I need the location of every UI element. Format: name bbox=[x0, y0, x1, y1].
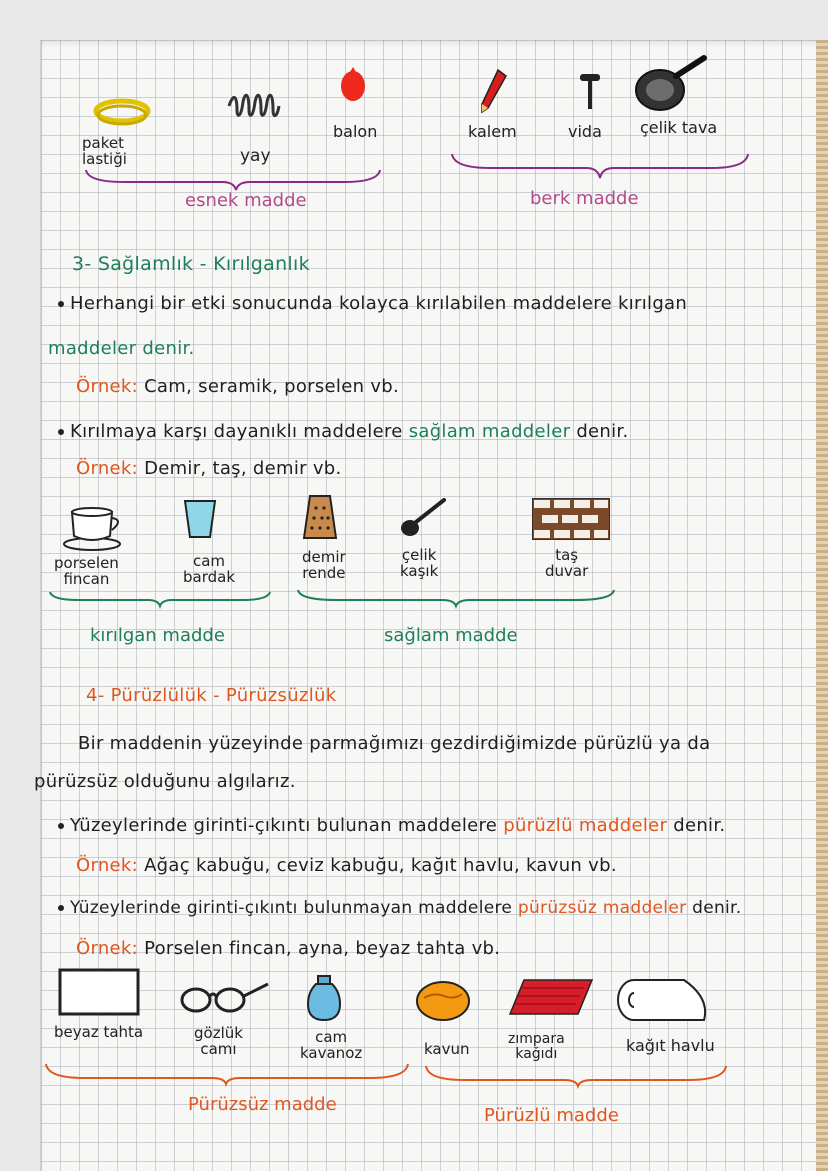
s4-example2-label: Örnek: bbox=[76, 938, 139, 959]
section4-title: 4- Pürüzlülük - Pürüzsüzlük bbox=[86, 685, 337, 706]
s3-bullet2-highlight: sağlam maddeler bbox=[408, 421, 571, 442]
jar-icon bbox=[306, 974, 342, 1022]
paper-towel-icon bbox=[614, 976, 712, 1024]
label-celik-tava: çelik tava bbox=[640, 118, 718, 137]
screw-icon bbox=[578, 72, 602, 114]
label-porselen-line1: porselen bbox=[54, 554, 119, 572]
brace-saglam bbox=[296, 588, 616, 608]
brace-kirilgan bbox=[48, 590, 272, 608]
s3-example2-text: Demir, taş, demir vb. bbox=[144, 458, 342, 479]
s3-bullet2-end: denir. bbox=[576, 421, 629, 442]
label-paket-line1: paket bbox=[82, 134, 124, 152]
label-demir-line1: demir bbox=[302, 548, 346, 566]
label-celik-kasik bbox=[400, 548, 438, 580]
whiteboard-icon bbox=[58, 968, 140, 1016]
s4-bullet2-highlight: pürüzsüz maddeler bbox=[517, 898, 687, 918]
bullet-dot bbox=[58, 429, 64, 435]
frying-pan-icon bbox=[632, 54, 708, 114]
label-kavanoz-line1: cam bbox=[315, 1028, 348, 1046]
label-cam-line2: bardak bbox=[183, 567, 236, 586]
spoon-icon bbox=[398, 496, 448, 540]
label-saglam-madde: sağlam madde bbox=[384, 625, 518, 646]
s4-bullet1-highlight: pürüzlü maddeler bbox=[503, 815, 668, 836]
s3-bullet2 bbox=[58, 421, 629, 442]
label-paket-line2: lastiği bbox=[82, 149, 127, 168]
label-kagit-havlu: kağıt havlu bbox=[626, 1036, 715, 1055]
s3-example1 bbox=[76, 376, 399, 397]
brick-wall-icon bbox=[532, 498, 610, 540]
brace-puruzsuz bbox=[44, 1062, 412, 1086]
s3-bullet1-text: Herhangi bir etki sonucunda kolayca kırılabilen maddelere kırılgan bbox=[70, 293, 688, 314]
glasses-icon bbox=[178, 980, 270, 1016]
s4-intro-line2: pürüzsüz olduğunu algılarız. bbox=[34, 771, 296, 792]
s4-intro-line1: Bir maddenin yüzeyinde parmağımızı gezdirdiğimizde pürüzlü ya da bbox=[78, 733, 711, 754]
s3-example1-label: Örnek: bbox=[76, 376, 139, 397]
label-cam-bardak bbox=[183, 554, 235, 586]
label-zimpara-line2: kağıdı bbox=[515, 1045, 558, 1062]
melon-icon bbox=[414, 980, 472, 1022]
label-kavanoz-line2: kavanoz bbox=[300, 1043, 363, 1062]
label-esnek-madde: esnek madde bbox=[185, 190, 307, 211]
label-cam-line1: cam bbox=[192, 552, 226, 570]
spring-icon bbox=[225, 88, 283, 124]
label-demir-line2: rende bbox=[302, 563, 346, 582]
label-kalem: kalem bbox=[468, 122, 517, 141]
brace-puruzlu bbox=[424, 1064, 730, 1088]
label-puruzlu-madde: Pürüzlü madde bbox=[484, 1105, 619, 1126]
label-gozluk-cami bbox=[194, 1026, 243, 1058]
grater-icon bbox=[302, 494, 338, 540]
s4-example1-text: Ağaç kabuğu, ceviz kabuğu, kağıt havlu, kavun vb. bbox=[144, 855, 617, 876]
label-zimpara-line1: zımpara bbox=[508, 1031, 565, 1047]
label-zimpara-kagidi bbox=[508, 1032, 565, 1061]
section3-title: 3- Sağlamlık - Kırılganlık bbox=[72, 253, 310, 275]
label-cam-kavanoz bbox=[300, 1030, 362, 1062]
s4-example2-text: Porselen fincan, ayna, beyaz tahta vb. bbox=[144, 938, 501, 959]
label-kavun: kavun bbox=[424, 1040, 470, 1058]
s4-bullet2-text: Yüzeylerinde girinti-çıkıntı bulunmayan maddelere bbox=[70, 898, 513, 918]
sandpaper-icon bbox=[508, 978, 594, 1016]
s3-bullet1-line1 bbox=[58, 293, 687, 314]
bullet-dot bbox=[58, 905, 64, 911]
s4-example1-label: Örnek: bbox=[76, 855, 139, 876]
page-edge bbox=[816, 40, 828, 1171]
label-porselen-fincan bbox=[54, 556, 119, 588]
s3-example2 bbox=[76, 458, 342, 479]
s3-example2-label: Örnek: bbox=[76, 458, 139, 479]
label-balon: balon bbox=[333, 122, 378, 141]
label-vida: vida bbox=[568, 122, 602, 141]
label-porselen-line2: fincan bbox=[63, 569, 110, 588]
label-kasik-line2: kaşık bbox=[400, 561, 439, 580]
label-puruzsuz-madde: Pürüzsüz madde bbox=[188, 1094, 337, 1115]
label-kirilgan-madde: kırılgan madde bbox=[90, 625, 225, 646]
s3-bullet1-line2: maddeler denir. bbox=[48, 338, 195, 359]
s4-bullet1-text: Yüzeylerinde girinti-çıkıntı bulunan maddelere bbox=[70, 815, 498, 836]
brace-berk bbox=[450, 152, 750, 180]
bullet-dot bbox=[58, 301, 64, 307]
pencil-icon bbox=[478, 68, 508, 116]
label-duvar-line1: taş bbox=[555, 546, 579, 564]
s4-bullet2 bbox=[58, 898, 742, 918]
label-yay: yay bbox=[240, 146, 271, 166]
label-gozluk-line2: camı bbox=[200, 1039, 237, 1058]
s4-example1 bbox=[76, 855, 617, 876]
s3-example1-text: Cam, seramik, porselen vb. bbox=[144, 376, 400, 397]
s4-bullet1-end: denir. bbox=[673, 815, 726, 836]
label-beyaz-tahta: beyaz tahta bbox=[54, 1023, 144, 1041]
s4-bullet1 bbox=[58, 815, 725, 836]
label-kasik-line1: çelik bbox=[401, 546, 437, 564]
cup-icon bbox=[62, 502, 126, 552]
brace-esnek bbox=[84, 168, 384, 192]
label-duvar-line2: duvar bbox=[545, 561, 589, 580]
label-demir-rende bbox=[302, 550, 346, 582]
balloon-icon bbox=[338, 66, 368, 110]
label-paket-lastigi bbox=[82, 136, 127, 168]
label-tas-duvar bbox=[545, 548, 588, 580]
glass-icon bbox=[182, 498, 218, 540]
rubber-band-icon bbox=[92, 95, 152, 131]
bullet-dot bbox=[58, 823, 64, 829]
s3-bullet2-text: Kırılmaya karşı dayanıklı maddelere bbox=[70, 421, 403, 442]
s4-bullet2-end: denir. bbox=[692, 898, 742, 918]
label-gozluk-line1: gözlük bbox=[194, 1024, 243, 1042]
s4-example2 bbox=[76, 938, 500, 959]
label-berk-madde: berk madde bbox=[530, 188, 639, 209]
